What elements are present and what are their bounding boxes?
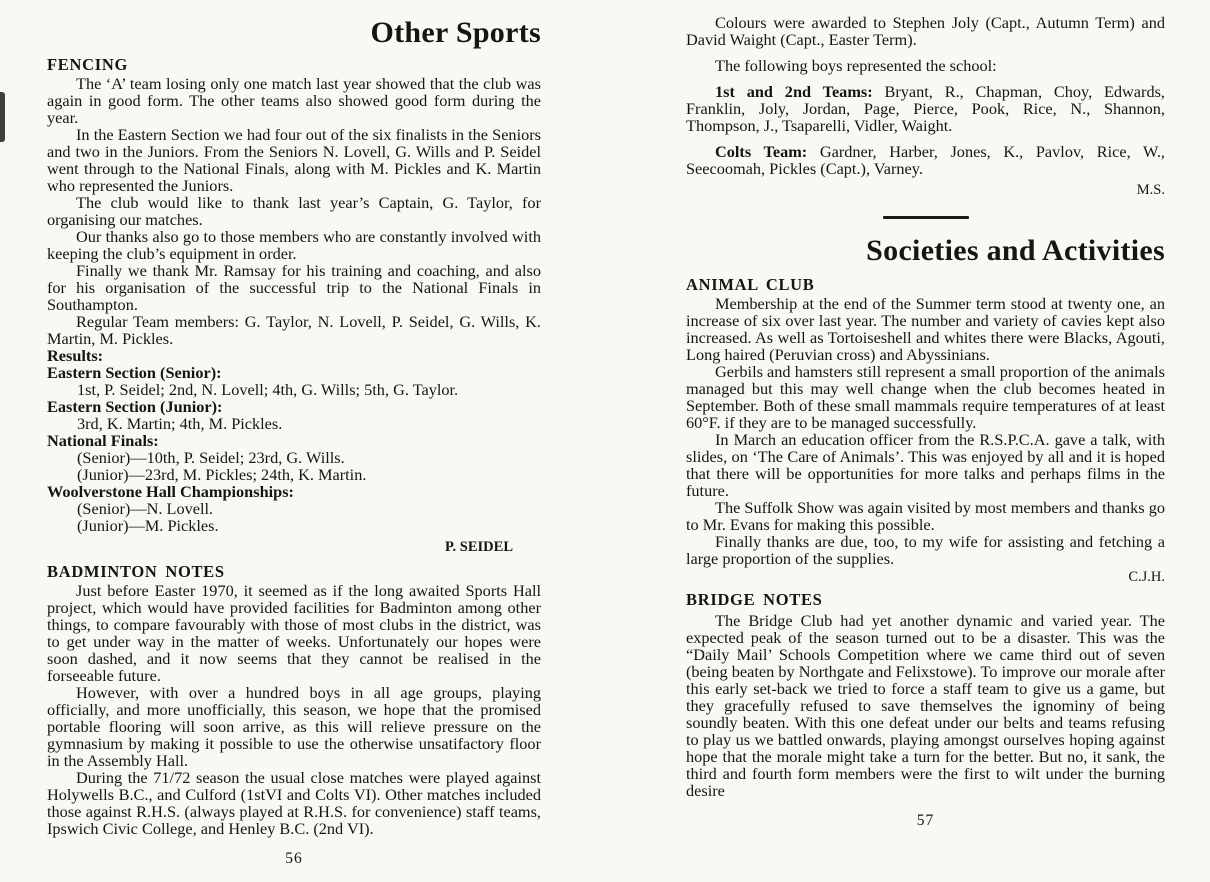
paragraph: Our thanks also go to those members who are constantly involved with keeping the club’s equipment in order. bbox=[47, 227, 541, 263]
right-page bbox=[686, 0, 1165, 830]
team-list bbox=[686, 83, 1165, 134]
result-line: (Junior)—M. Pickles. bbox=[77, 516, 219, 535]
paragraph: Regular Team members: G. Taylor, N. Lovell, P. Seidel, G. Wills, K. Martin, M. Pickles. bbox=[47, 312, 541, 348]
team-list bbox=[686, 143, 1165, 177]
result-label: Woolverstone Hall Championships: bbox=[47, 482, 294, 501]
result-label: National Finals: bbox=[47, 431, 159, 450]
team-label: Colts Team: bbox=[715, 142, 808, 161]
badminton-heading: BADMINTON NOTES bbox=[47, 562, 225, 581]
section-divider bbox=[883, 216, 969, 219]
animal-club-heading: ANIMAL CLUB bbox=[686, 275, 815, 294]
paragraph: Finally we thank Mr. Ramsay for his training and coaching, and also for his organisation of the successful trip to the National Finals in Southampton. bbox=[47, 261, 541, 314]
scan-binding-mark bbox=[0, 92, 5, 142]
results-heading: Results: bbox=[47, 346, 104, 365]
paragraph: The Bridge Club had yet another dynamic and varied year. The expected peak of the season turned out to be a disaster. This was the “Daily Mail’ Schools Competition where we came third out of seven (being beaten by Northgate and Felixstowe). To improve our morale after this early set-back we tried to force a staff team to give us a game, but they gracefully refused to save themselves the ignominy of being soundly beaten. With this one defeat under our belts and teams refusing to play us we battled onwards, playing amongst ourselves hoping against hope that the morale might take a turn for the better. But no, it sank, the third and fourth form members were the first to wilt under the burning desire bbox=[686, 611, 1165, 800]
result-line: 1st, P. Seidel; 2nd, N. Lovell; 4th, G. Wills; 5th, G. Taylor. bbox=[77, 380, 459, 399]
paragraph: In the Eastern Section we had four out of the six finalists in the Seniors and two in the Juniors. From the Seniors N. Lovell, G. Wills and P. Seidel went through to the National Finals, along with M. Pickles and K. Martin who represented the Juniors. bbox=[47, 125, 541, 195]
result-line: (Senior)—N. Lovell. bbox=[77, 499, 214, 518]
result-line: (Junior)—23rd, M. Pickles; 24th, K. Martin. bbox=[77, 465, 367, 484]
paragraph: During the 71/72 season the usual close matches were played against Holywells B.C., and Culford (1stVI and Colts VI). Other matches included those against R.H.S. (always played at R.H.S. for convenience) staff teams, Ipswich Civic College, and Henley B.C. (2nd VI). bbox=[47, 768, 541, 838]
other-sports-title: Other Sports bbox=[370, 16, 541, 49]
team-names: Bryant, R., Chapman, Choy, Edwards, Franklin, Joly, Jordan, Page, Pierce, Pook, Rice, N., Shannon, Thompson, J., Tsaparelli, Vidler, Waight. bbox=[686, 82, 1166, 135]
paragraph: Just before Easter 1970, it seemed as if the long awaited Sports Hall project, which would have provided facilities for Badminton among other things, to compare favourably with those of most clubs in the district, was to get under way in the matter of weeks. Unfortunately our hopes were soon dashed, and it now seems that they cannot be realised in the forseeable future. bbox=[47, 581, 541, 685]
fencing-signature: P. SEIDEL bbox=[445, 539, 513, 555]
paragraph: The ‘A’ team losing only one match last year showed that the club was again in good form. The other teams also showed good form during the year. bbox=[47, 74, 541, 127]
left-page bbox=[47, 0, 541, 868]
result-line: 3rd, K. Martin; 4th, M. Pickles. bbox=[77, 414, 283, 433]
animal-club-signature: C.J.H. bbox=[1128, 569, 1165, 585]
result-label: Eastern Section (Senior): bbox=[47, 363, 222, 382]
paragraph: The following boys represented the school: bbox=[715, 56, 997, 75]
team-names: Gardner, Harber, Jones, K., Pavlov, Rice, W., Seecoomah, Pickles (Capt.), Varney. bbox=[686, 142, 1165, 178]
bridge-heading: BRIDGE NOTES bbox=[686, 590, 823, 609]
team-label: 1st and 2nd Teams: bbox=[715, 82, 873, 101]
paragraph: In March an education officer from the R.S.P.C.A. gave a talk, with slides, on ‘The Care of Animals’. This was enjoyed by all and it is hoped that there will be opportunities for more talks and perhaps films in the future. bbox=[686, 430, 1165, 500]
paragraph: The club would like to thank last year’s Captain, G. Taylor, for organising our matches. bbox=[47, 193, 541, 229]
paragraph: Finally thanks are due, too, to my wife for assisting and fetching a large proportion of the supplies. bbox=[686, 532, 1165, 568]
badminton-signature: M.S. bbox=[1136, 182, 1165, 198]
fencing-heading: FENCING bbox=[47, 55, 128, 74]
paragraph: Colours were awarded to Stephen Joly (Capt., Autumn Term) and David Waight (Capt., Easter Term). bbox=[686, 13, 1165, 49]
result-label: Eastern Section (Junior): bbox=[47, 397, 223, 416]
paragraph: However, with over a hundred boys in all age groups, playing officially, and more unofficially, this season, we hope that the promised portable flooring will soon arrive, as this will relieve pressure on the gymnasium by making it possible to use the otherwise unsatifactory floor in the Assembly Hall. bbox=[47, 683, 541, 770]
paragraph: Gerbils and hamsters still represent a small proportion of the animals managed but this may well change when the club becomes heated in September. Both of these small mammals require temperatures of at least 60°F. if they are to be managed successfully. bbox=[686, 362, 1165, 432]
result-line: (Senior)—10th, P. Seidel; 23rd, G. Wills. bbox=[77, 448, 345, 467]
page-number-right: 57 bbox=[916, 812, 935, 829]
societies-title: Societies and Activities bbox=[866, 234, 1165, 267]
page-number-left: 56 bbox=[285, 850, 303, 867]
paragraph: Membership at the end of the Summer term stood at twenty one, an increase of six over last year. The number and variety of cavies kept also increased. As well as Tortoiseshell and whites there were Blacks, Agouti, Long haired (Peruvian cross) and Abyssinians. bbox=[686, 294, 1165, 364]
paragraph: The Suffolk Show was again visited by most members and thanks go to Mr. Evans for making this possible. bbox=[686, 498, 1165, 534]
